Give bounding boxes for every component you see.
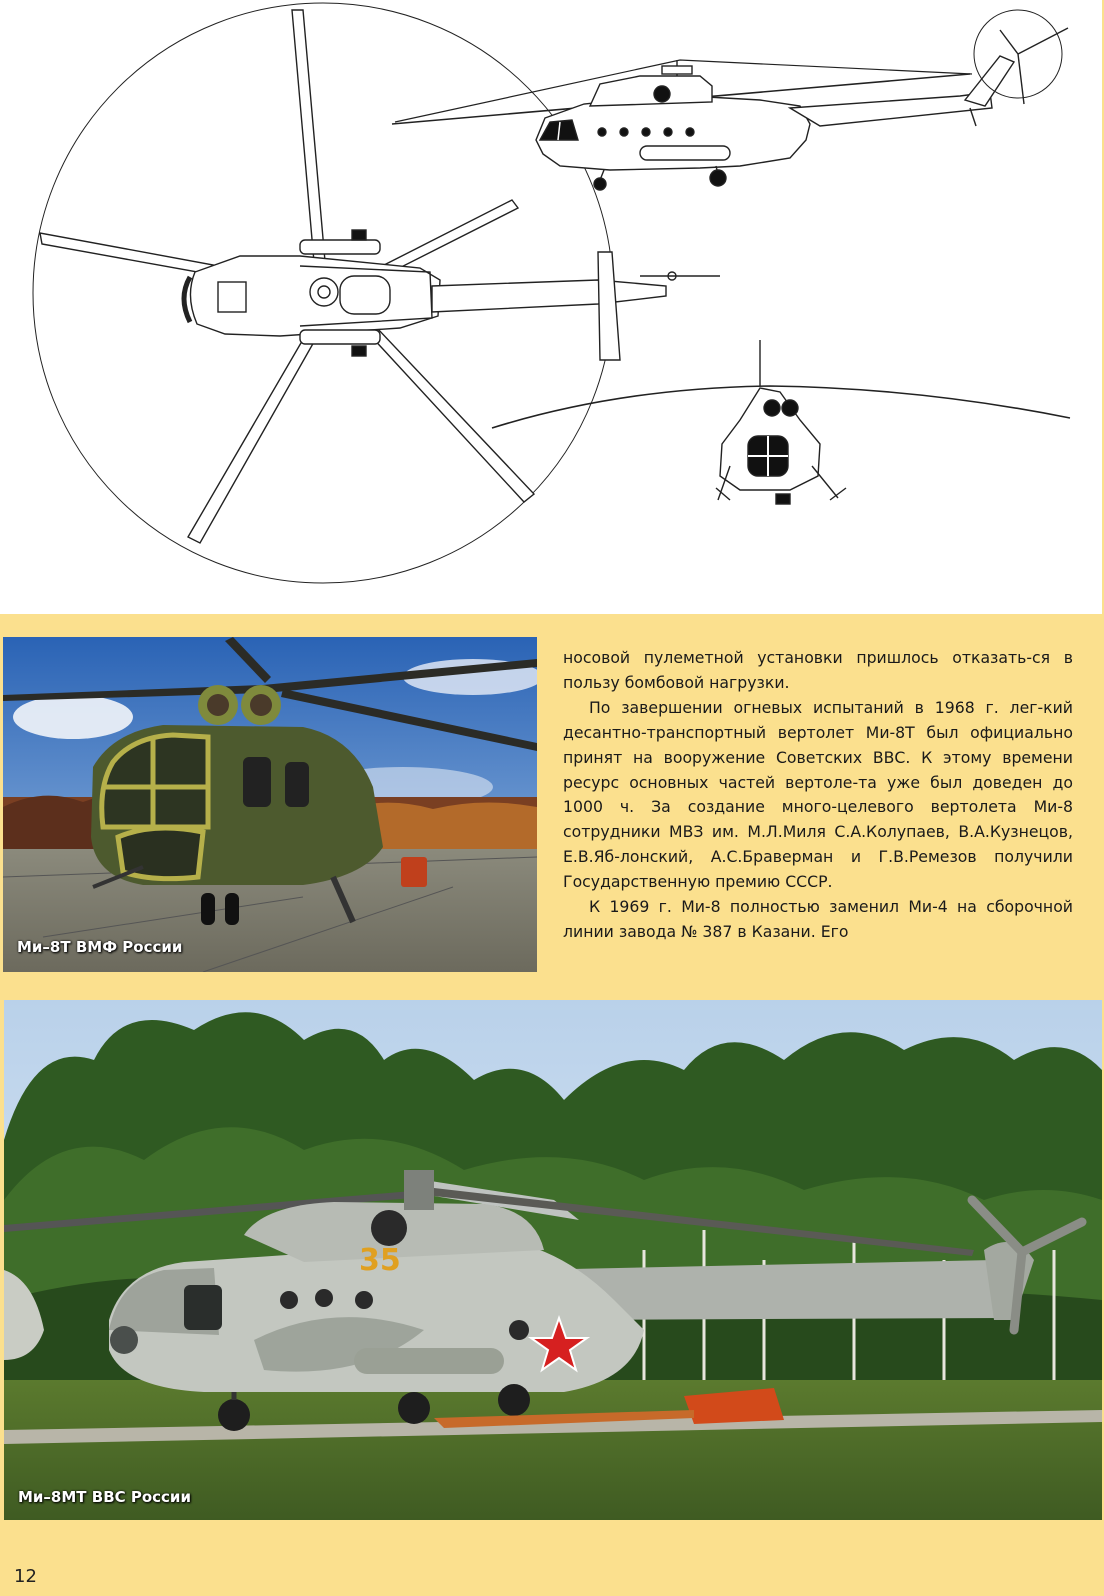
body-text-column	[563, 646, 1073, 945]
technical-drawing-panel	[0, 0, 1102, 614]
photo-mi8mt	[4, 1000, 1102, 1520]
mi8t-photo-illustration	[3, 637, 537, 972]
paragraph: К 1969 г. Ми-8 полностью заменил Ми-4 на сборочной линии завода № 387 в Казани. Его	[563, 897, 1073, 941]
page-number: 12	[14, 1566, 37, 1587]
photo-caption-mi8t: Ми–8Т ВМФ России	[17, 938, 183, 956]
photo-caption-mi8mt: Ми–8МТ ВВС России	[18, 1488, 191, 1506]
mi8mt-photo-illustration	[4, 1000, 1102, 1520]
side-view	[392, 10, 1068, 190]
paragraph: По завершении огневых испытаний в 1968 г. лег-кий десантно-транспортный вертолет Ми-8Т был официально принят на вооружение Советских ВВС. К этому времени ресурс основных частей вертоле-та уже был доведен до 1000 ч. За создание много-целевого вертолета Ми-8 сотрудники МВЗ им. М.Л.Миля С.А.Колупаев, В.А.Кузнецов, Е.В.Яб-лонский, А.С.Браверман и Г.В.Ремезов получили Государственную премию СССР.	[563, 697, 1073, 892]
front-view	[492, 340, 1070, 504]
photo-mi8t	[3, 637, 537, 972]
tail-number: 35	[359, 1243, 401, 1278]
paragraph: носовой пулеметной установки пришлось отказать-ся в пользу бомбовой нагрузки.	[563, 648, 1073, 692]
helicopter-three-view-drawing	[0, 0, 1102, 614]
